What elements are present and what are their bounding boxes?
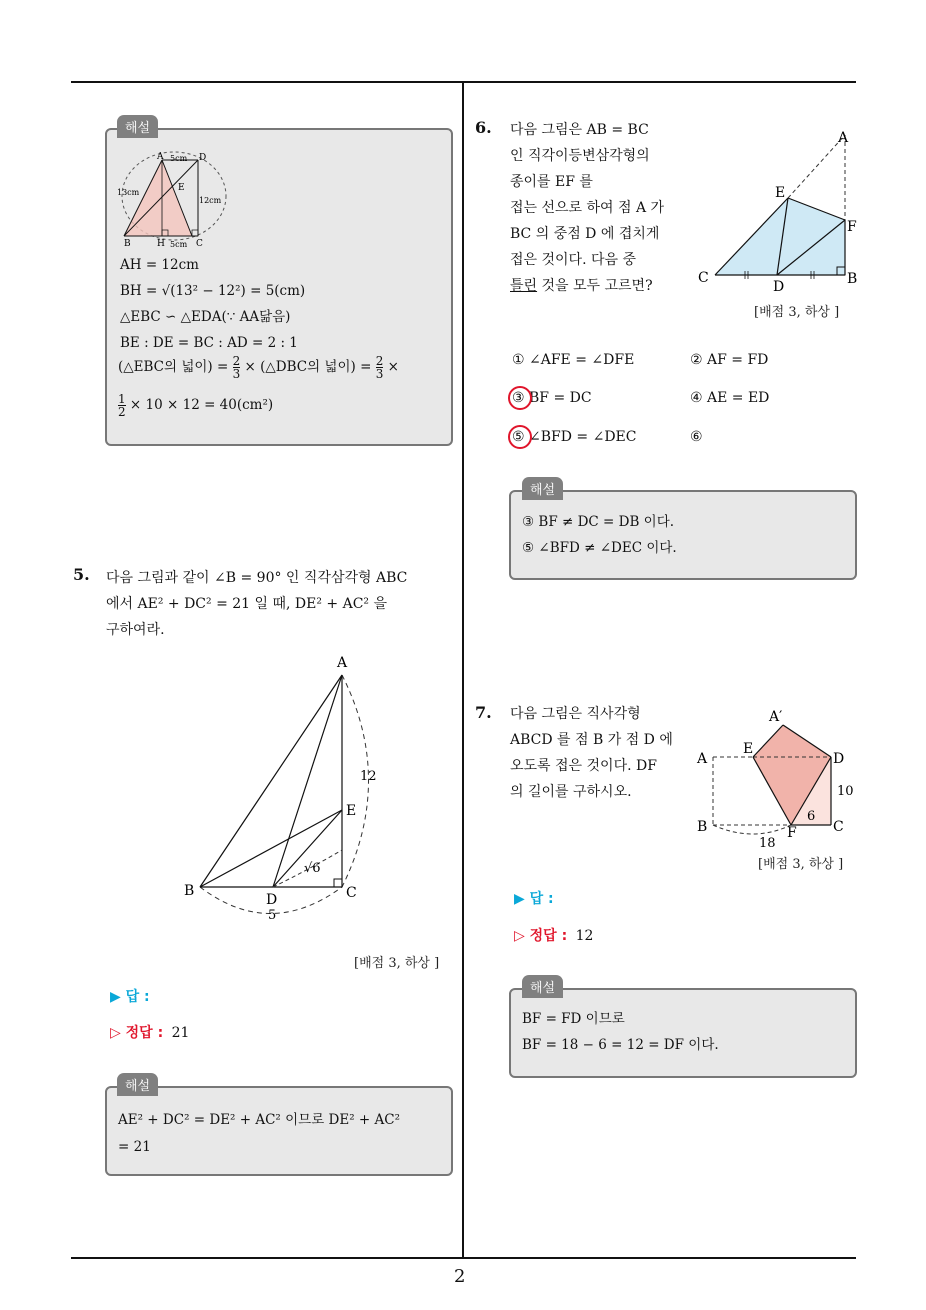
- problem-7-answer-label: ▶ 답 :: [514, 891, 554, 907]
- fig7-label-D: D: [833, 751, 845, 767]
- fig-label-B: B: [124, 239, 131, 249]
- problem-5-answer-label: ▶ 답 :: [110, 989, 150, 1005]
- problem-5-meta: [배점 3, 하상 ]: [354, 956, 440, 971]
- solution-box-6: [509, 490, 857, 580]
- fig-label-left: 13cm: [117, 188, 140, 197]
- sol5-line-1: AE² + DC² = DE² + AC² 이므로 DE² + AC²: [118, 1112, 401, 1128]
- choice-1[interactable]: ① ∠AFE = ∠DFE: [512, 352, 635, 368]
- problem-5-number: 5.: [73, 565, 90, 584]
- bottom-rule: [71, 1257, 856, 1259]
- fig-label-D: D: [199, 153, 207, 163]
- fig5-label-B: B: [184, 883, 195, 899]
- sol7-line-2: BF = 18 − 6 = 12 = DF 이다.: [522, 1037, 719, 1053]
- fig7-label-F: F: [787, 825, 797, 841]
- solution-tag: 해설: [117, 1073, 158, 1096]
- column-divider: [462, 82, 464, 1258]
- problem-6-text: 다음 그림은 AB = BC 인 직각이등변삼각형의 종이를 EF 를 접는 선으로 하여 점 A 가 BC 의 중점 D 에 겹치게 접은 것이다. 다음 중 틀린 것을 모두 고르면?: [510, 122, 665, 294]
- fig-label-C: C: [196, 239, 203, 249]
- sol6-line-1: ③ BF ≠ DC = DB 이다.: [522, 514, 675, 530]
- choice-2[interactable]: ② AF = FD: [690, 352, 769, 368]
- fig5-label-E: E: [346, 803, 357, 819]
- sol4-line-1: AH = 12cm: [120, 257, 199, 273]
- fig5-label-A: A: [337, 655, 348, 671]
- fig6-label-A: A: [838, 130, 849, 146]
- problem-7-meta: [배점 3, 하상 ]: [758, 857, 844, 872]
- sol4-line-5: (△EBC의 넓이) = $\frac{2}{3}$ × (△DBC의 넓이) = $\frac{2}{3}$ ×: [118, 354, 399, 381]
- fig-label-E: E: [178, 183, 185, 193]
- answer-mark-3: [508, 386, 532, 410]
- choice-5[interactable]: ⑤ ∠BFD = ∠DEC: [512, 429, 637, 445]
- fig-label-A: A: [157, 152, 164, 162]
- fig7-label-A-prime: A′: [769, 709, 783, 725]
- right-triangle-figure: [180, 650, 390, 920]
- fig7-label-C: C: [833, 819, 844, 835]
- sol4-line-3: △EBC ∽ △EDA(∵ AA닮음): [120, 309, 291, 325]
- sol7-line-1: BF = FD 이므로: [522, 1011, 625, 1027]
- fig6-label-F: F: [847, 219, 857, 235]
- page-number: 2: [454, 1266, 466, 1287]
- fig6-label-B: B: [847, 271, 858, 287]
- fig7-label-A: A: [697, 751, 708, 767]
- fig7-label-10: 10: [837, 784, 854, 799]
- sol5-line-2: = 21: [118, 1139, 151, 1155]
- fig6-label-C: C: [698, 270, 709, 286]
- problem-7-text: 다음 그림은 직사각형 ABCD 를 점 B 가 점 D 에 오도록 접은 것이다. DF 의 길이를 구하시오.: [510, 706, 673, 800]
- fig-label-top: 5cm: [170, 154, 188, 163]
- fig5-label-D: D: [266, 892, 278, 908]
- fig7-label-18: 18: [759, 836, 776, 851]
- fig5-label-12: 12: [360, 769, 377, 784]
- sol6-line-2: ⑤ ∠BFD ≠ ∠DEC 이다.: [522, 540, 677, 556]
- sol4-line-4: BE : DE = BC : AD = 2 : 1: [120, 335, 298, 351]
- problem-5-text: 다음 그림과 같이 ∠B = 90° 인 직각삼각형 ABC 에서 AE² + DC² = 21 일 때, DE² + AC² 을 구하여라.: [106, 570, 408, 638]
- fig7-label-B: B: [697, 819, 708, 835]
- fig-label-H: H: [157, 239, 165, 249]
- solution-tag: 해설: [117, 115, 158, 138]
- problem-6-meta: [배점 3, 하상 ]: [754, 305, 840, 320]
- problem-7-number: 7.: [475, 703, 492, 722]
- fig-label-bottom: 5cm: [170, 240, 188, 249]
- fig7-label-6: 6: [807, 809, 816, 824]
- fig7-label-E: E: [743, 741, 754, 757]
- fig5-label-5: 5: [268, 908, 277, 920]
- fig-label-right: 12cm: [199, 196, 222, 205]
- fold-rectangle-figure: [693, 705, 863, 855]
- fig5-label-sqrt6: √6: [304, 861, 321, 876]
- solution-tag: 해설: [522, 477, 563, 500]
- solution-tag: 해설: [522, 975, 563, 998]
- choice-4[interactable]: ④ AE = ED: [690, 390, 770, 406]
- choice-3[interactable]: ③ BF = DC: [512, 390, 592, 406]
- fig6-label-E: E: [775, 185, 786, 201]
- sol4-line-6: $\frac{1}{2}$ × 10 × 12 = 40(cm²): [118, 392, 274, 419]
- problem-5-correct: ▷ 정답 : 21: [110, 1025, 190, 1041]
- fig6-label-D: D: [773, 279, 785, 295]
- problem-6-number: 6.: [475, 118, 492, 137]
- problem-7-correct: ▷ 정답 : 12: [514, 928, 594, 944]
- fold-triangle-figure: [695, 125, 865, 295]
- fig5-label-C: C: [346, 885, 357, 901]
- choice-6[interactable]: ⑥: [690, 429, 703, 445]
- sol4-line-2: BH = √(13² − 12²) = 5(cm): [120, 283, 306, 299]
- trapezoid-figure: [112, 150, 232, 250]
- answer-mark-5: [508, 425, 532, 449]
